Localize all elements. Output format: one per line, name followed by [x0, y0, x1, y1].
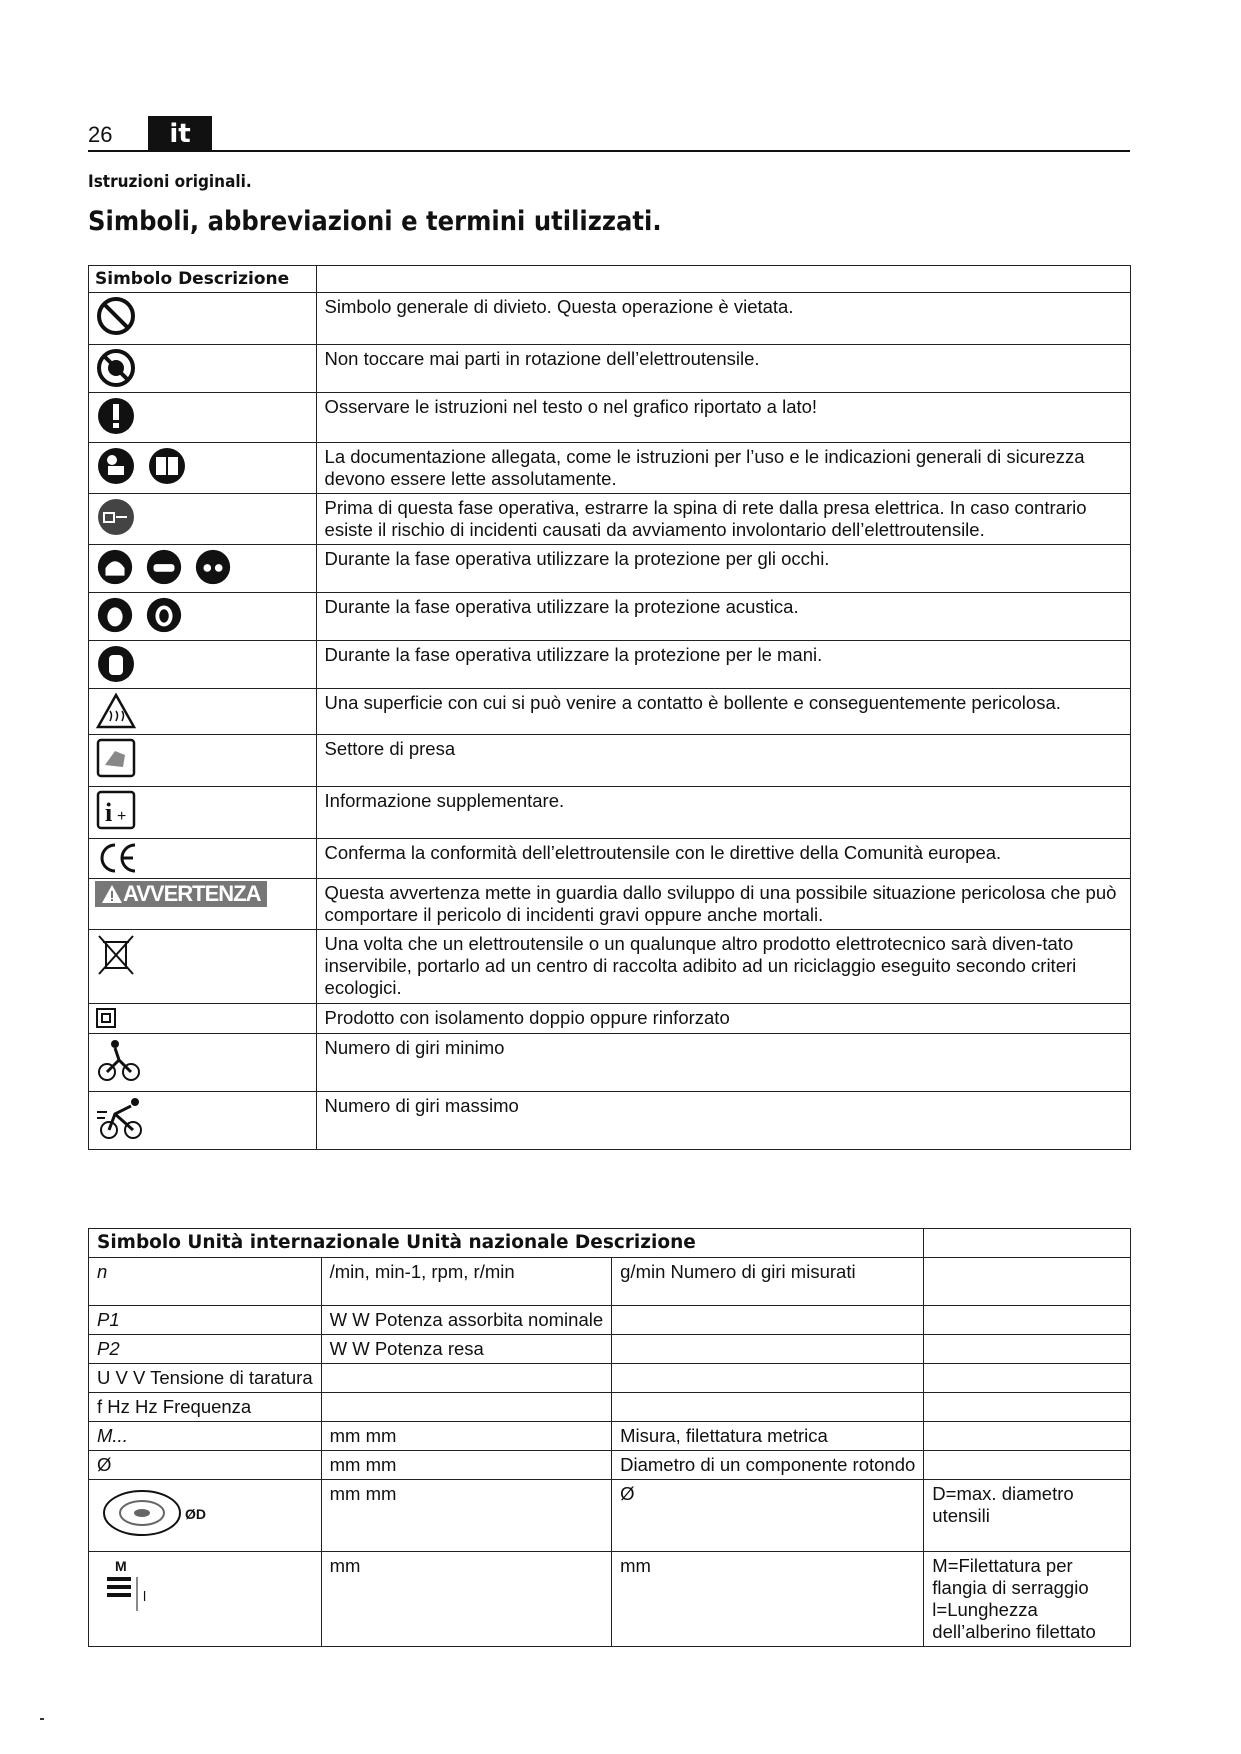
description-cell — [924, 1393, 1131, 1422]
hot-surface-icon — [95, 691, 137, 731]
symbols-table — [88, 265, 1131, 1150]
table-row — [89, 930, 1131, 1004]
units-table — [88, 1228, 1131, 1647]
description-cell: Osservare le istruzioni nel testo o nel grafico riportato a lato! — [316, 393, 1130, 443]
table-row — [89, 689, 1131, 735]
national-unit-cell: Ø — [612, 1480, 924, 1552]
header-description: Descrizione — [178, 269, 290, 289]
symbol-cell — [89, 593, 317, 641]
description-cell: Questa avvertenza mette in guardia dallo sviluppo di una possibile situazione pericolosa che può comportare il pericolo di incidenti gravi oppure anche mortali. — [316, 879, 1130, 930]
info-plus-icon — [95, 789, 137, 831]
thread-m-label: M — [115, 1558, 127, 1574]
symbol-cell: P1 — [89, 1306, 322, 1335]
disc-diameter-icon — [97, 1483, 217, 1543]
description-cell: Numero di giri minimo — [316, 1034, 1130, 1092]
table-row — [89, 494, 1131, 545]
description-cell — [924, 1451, 1131, 1480]
table-row — [89, 1480, 1131, 1552]
language-badge: it — [148, 116, 212, 152]
description-cell: Numero di giri massimo — [316, 1092, 1130, 1150]
symbol-cell — [89, 689, 317, 735]
description-cell: Conferma la conformità dell’elettroutensile con le direttive della Comunità europea. — [316, 839, 1130, 879]
symbol-cell — [89, 879, 317, 930]
table-row — [89, 641, 1131, 689]
description-cell: Una volta che un elettroutensile o un qualunque altro prodotto elettrotecnico sarà diven-tato inservibile, portarlo ad un centro di raccolta adibito ad un riciclaggio eseguito secondo criteri ecologici. — [316, 930, 1130, 1004]
symbol-cell: n — [89, 1258, 322, 1306]
description-cell: Simbolo generale di divieto. Questa operazione è vietata. — [316, 293, 1130, 345]
thread-l-label: l — [143, 1588, 147, 1604]
symbol-cell: U V V Tensione di taratura — [89, 1364, 322, 1393]
description-cell: Prima di questa fase operativa, estrarre la spina di rete dalla presa elettrica. In caso contrario esiste il rischio di incidenti causati da avviamento involontario dell’elettroutensile. — [316, 494, 1130, 545]
description-cell: Una superficie con cui si può venire a contatto è bollente e conseguentemente pericolosa. — [316, 689, 1130, 735]
symbol-cell — [89, 345, 317, 393]
description-cell: Non toccare mai parti in rotazione dell’elettroutensile. — [316, 345, 1130, 393]
crossed-bin-icon — [95, 932, 137, 978]
slow-cyclist-icon — [95, 1036, 143, 1084]
symbol-cell — [89, 1092, 317, 1150]
description-cell: Durante la fase operativa utilizzare la protezione acustica. — [316, 593, 1130, 641]
national-unit-cell — [612, 1335, 924, 1364]
table-row — [89, 1364, 1131, 1393]
symbol-cell: Ø — [89, 1451, 322, 1480]
national-unit-cell — [612, 1393, 924, 1422]
table-row — [89, 393, 1131, 443]
disc-diameter-label: ØD — [185, 1506, 206, 1522]
description-cell: La documentazione allegata, come le istruzioni per l’uso e le indicazioni generali di sicurezza devono essere lette assolutamente. — [316, 443, 1130, 494]
description-cell: M=Filettatura per flangia di serraggio l=Lunghezza dell’alberino filettato — [924, 1552, 1131, 1647]
description-cell: Settore di presa — [316, 735, 1130, 787]
national-unit-cell: mm — [612, 1552, 924, 1647]
prohibition-icon — [95, 295, 137, 337]
symbol-cell — [89, 393, 317, 443]
warning-label-text: AVVERTENZA — [123, 881, 261, 906]
ce-mark-icon — [95, 841, 141, 875]
symbol-cell — [89, 1004, 317, 1034]
units-header-cell: Simbolo Unità internazionale Unità nazionale Descrizione — [89, 1229, 924, 1258]
subheading: Istruzioni originali. — [88, 172, 252, 192]
table-row — [89, 545, 1131, 593]
page-title: Simboli, abbreviazioni e termini utilizzati. — [88, 206, 662, 237]
table-row — [89, 1004, 1131, 1034]
intl-unit-cell: /min, min-1, rpm, r/min — [321, 1258, 612, 1306]
table-row — [89, 787, 1131, 839]
table-row — [89, 1092, 1131, 1150]
header-cell — [89, 266, 317, 293]
national-unit-cell: Misura, filettatura metrica — [612, 1422, 924, 1451]
symbol-cell — [89, 930, 317, 1004]
symbol-cell — [89, 1034, 317, 1092]
description-cell: Informazione supplementare. — [316, 787, 1130, 839]
description-cell — [924, 1306, 1131, 1335]
intl-unit-cell: mm mm — [321, 1422, 612, 1451]
table-row — [89, 1306, 1131, 1335]
fast-cyclist-icon — [95, 1094, 147, 1142]
table-row — [89, 1451, 1131, 1480]
intl-unit-cell — [321, 1364, 612, 1393]
page-number: 26 — [88, 122, 113, 147]
ear-protection-icon — [95, 595, 135, 635]
symbol-cell: f Hz Hz Frequenza — [89, 1393, 322, 1422]
intl-unit-cell: mm — [321, 1552, 612, 1647]
national-unit-cell: g/min Numero di giri misurati — [612, 1258, 924, 1306]
table-row — [89, 735, 1131, 787]
national-unit-cell — [612, 1306, 924, 1335]
safety-glasses-icon — [193, 547, 233, 587]
symbol-cell — [89, 443, 317, 494]
warning-triangle-icon — [101, 884, 123, 904]
symbol-cell — [89, 545, 317, 593]
table-row — [89, 1034, 1131, 1092]
table-row — [89, 443, 1131, 494]
double-insulation-icon — [95, 1007, 117, 1029]
read-manual-book-icon — [146, 445, 188, 487]
table-row — [89, 1258, 1131, 1306]
warning-label-icon — [95, 881, 267, 907]
header-symbol: Simbolo — [95, 269, 173, 289]
table-header-row — [89, 266, 1131, 293]
description-cell — [924, 1364, 1131, 1393]
table-row — [89, 593, 1131, 641]
description-cell: Durante la fase operativa utilizzare la protezione per gli occhi. — [316, 545, 1130, 593]
symbol-cell — [89, 293, 317, 345]
intl-unit-cell: mm mm — [321, 1480, 612, 1552]
symbol-cell: M... — [89, 1422, 322, 1451]
symbol-cell — [89, 1480, 322, 1552]
description-cell: Durante la fase operativa utilizzare la protezione per le mani. — [316, 641, 1130, 689]
national-unit-cell — [612, 1364, 924, 1393]
table-row — [89, 293, 1131, 345]
description-cell — [924, 1335, 1131, 1364]
table-header-row — [89, 1229, 1131, 1258]
read-manual-person-icon — [95, 445, 137, 487]
no-touch-rotating-icon — [95, 347, 137, 389]
ear-muffs-icon — [144, 595, 184, 635]
symbol-cell — [89, 787, 317, 839]
symbol-cell — [89, 1552, 322, 1647]
svg-text:i: i — [105, 798, 113, 827]
description-cell — [924, 1258, 1131, 1306]
symbol-cell — [89, 735, 317, 787]
national-unit-cell: Diametro di un componente rotondo — [612, 1451, 924, 1480]
header-empty-cell — [316, 266, 1130, 293]
table-row — [89, 879, 1131, 930]
symbol-cell — [89, 494, 317, 545]
description-cell — [924, 1422, 1131, 1451]
symbol-cell — [89, 641, 317, 689]
description-cell: Prodotto con isolamento doppio oppure rinforzato — [316, 1004, 1130, 1034]
table-row — [89, 1552, 1131, 1647]
unplug-icon — [95, 496, 137, 538]
intl-unit-cell — [321, 1393, 612, 1422]
intl-unit-cell: W W Potenza resa — [321, 1335, 612, 1364]
goggles-icon — [144, 547, 184, 587]
table-row — [89, 1335, 1131, 1364]
header-rule — [88, 150, 1130, 152]
table-row — [89, 345, 1131, 393]
thread-length-icon — [97, 1555, 177, 1617]
header-empty-cell — [924, 1229, 1131, 1258]
exclamation-icon — [95, 395, 137, 437]
symbol-cell — [89, 839, 317, 879]
description-cell: D=max. diametro utensili — [924, 1480, 1131, 1552]
table-row — [89, 839, 1131, 879]
face-shield-icon — [95, 547, 135, 587]
table-row — [89, 1393, 1131, 1422]
symbol-cell: P2 — [89, 1335, 322, 1364]
intl-unit-cell: W W Potenza assorbita nominale — [321, 1306, 612, 1335]
grip-area-icon — [95, 737, 137, 779]
table-row — [89, 1422, 1131, 1451]
gloves-icon — [95, 643, 137, 685]
scan-mark — [40, 1718, 44, 1720]
svg-text:+: + — [117, 808, 127, 825]
intl-unit-cell: mm mm — [321, 1451, 612, 1480]
